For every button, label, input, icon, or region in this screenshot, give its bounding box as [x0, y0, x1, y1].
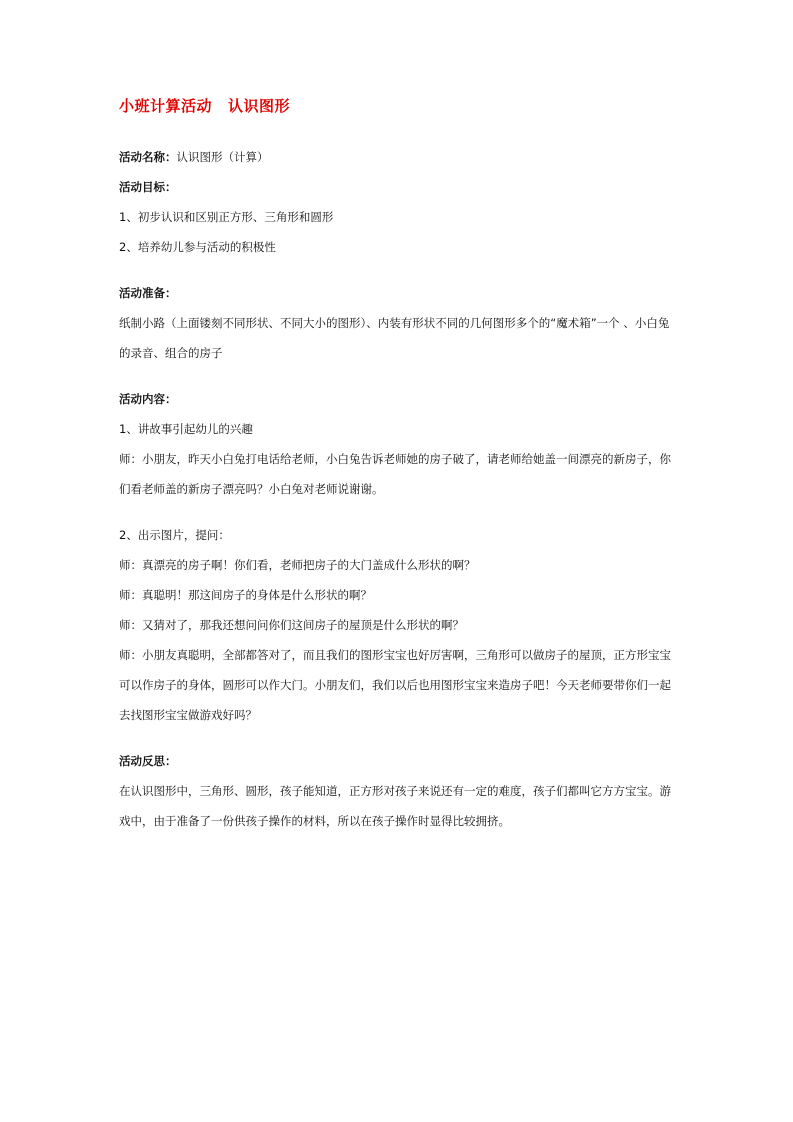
step1-title: 1、讲故事引起幼儿的兴趣 — [119, 422, 253, 436]
reflect-text: 在认识图形中，三角形、圆形，孩子能知道，正方形对孩子来说还有一定的难度，孩子们都叫它方方宝宝。游戏中，由于准备了一份供孩子操作的材料，所以在孩子操作时显得比较拥挤。 — [119, 784, 671, 828]
reflect-label: 活动反思： — [119, 754, 177, 768]
prep-label: 活动准备： — [119, 286, 177, 300]
goal-item-2: 2、培养幼儿参与活动的积极性 — [119, 240, 276, 254]
step2-final: 师：小朋友真聪明，全部都答对了，而且我们的图形宝宝也好厉害啊，三角形可以做房子的屋顶，正方形宝宝可以作房子的身体，圆形可以作大门。小朋友们，我们以后也用图形宝宝来造房子吧！今天老师要带你们一起去找图形宝宝做游戏好吗？ — [119, 648, 671, 722]
step2-line-3: 师：又猜对了，那我还想问问你们这间房子的屋顶是什么形状的啊？ — [119, 618, 464, 632]
step1-text: 师：小朋友，昨天小白兔打电话给老师，小白兔告诉老师她的房子破了，请老师给她盖一间漂亮的新房子，你们看老师盖的新房子漂亮吗？小白兔对老师说谢谢。 — [119, 452, 671, 496]
content-label: 活动内容： — [119, 392, 177, 406]
step2-title: 2、出示图片，提问： — [119, 528, 230, 542]
document-body — [119, 96, 679, 836]
goal-item-1: 1、初步认识和区别正方形、三角形和圆形 — [119, 210, 334, 224]
title-sub: 认识图形 — [228, 97, 291, 115]
activity-name-value: 认识图形（计算） — [176, 150, 269, 164]
activity-name-label: 活动名称： — [119, 150, 177, 164]
prep-text: 纸制小路（上面镂刻不同形状、不同大小的图形）、内装有形状不同的几何图形多个的“魔术箱”一个 、小白兔的录音、组合的房子 — [119, 316, 670, 360]
document-title — [119, 96, 679, 116]
goal-label: 活动目标： — [119, 180, 177, 194]
title-main: 小班计算活动 — [119, 97, 213, 115]
step2-line-1: 师：真漂亮的房子啊！你们看，老师把房子的大门盖成什么形状的啊？ — [119, 558, 476, 572]
step2-line-2: 师：真聪明！那这间房子的身体是什么形状的啊？ — [119, 588, 372, 602]
activity-name-line — [119, 142, 679, 172]
